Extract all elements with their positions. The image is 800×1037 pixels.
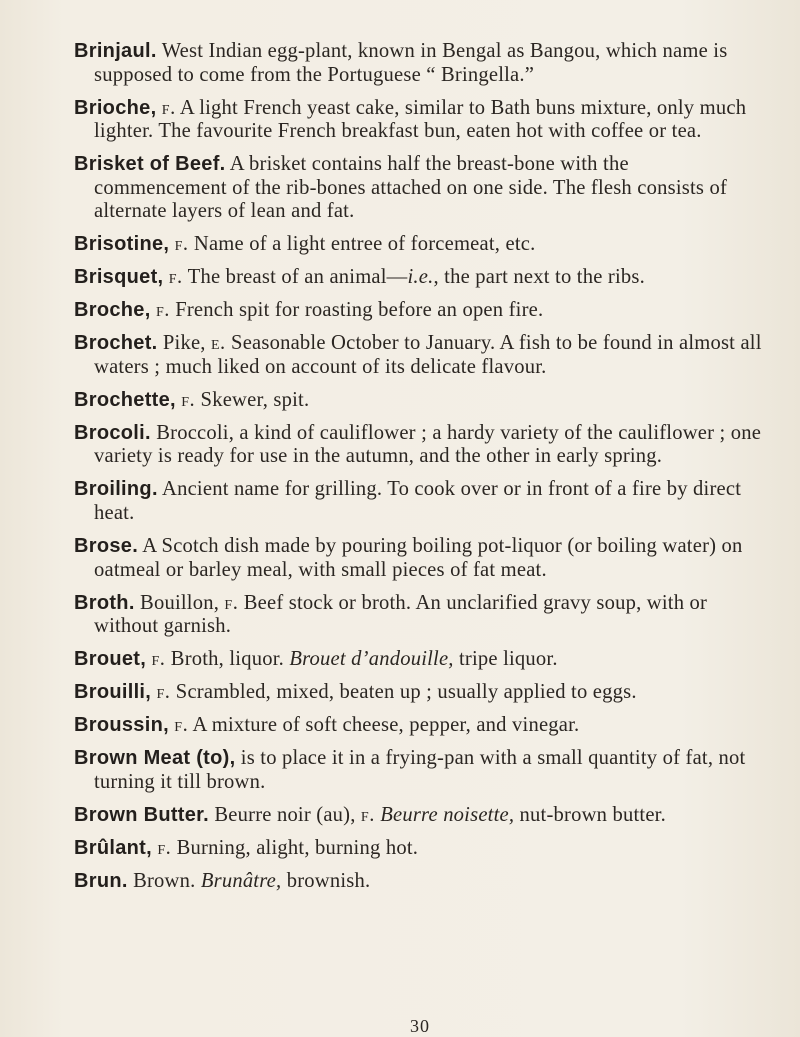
language-abbreviation: f. <box>161 96 176 119</box>
entry-definition: Broccoli, a kind of cauliflower ; a hardy variety of the cauliflower ; one variety is ready for use in the autumn, and the other in early spring. <box>94 421 762 468</box>
glossary-entry <box>74 97 764 144</box>
language-abbreviation: f. <box>360 803 375 826</box>
entry-term: Brun. <box>74 869 128 892</box>
glossary-entries <box>74 40 764 893</box>
glossary-entry <box>74 40 764 87</box>
glossary-entry <box>74 332 764 379</box>
glossary-entry <box>74 747 764 794</box>
glossary-entry <box>74 592 764 639</box>
page-number: 30 <box>410 1016 430 1036</box>
entry-term: Brisotine, <box>74 233 170 256</box>
glossary-entry <box>74 422 764 469</box>
entry-definition: A Scotch dish made by pouring boiling pot-liquor (or boiling water) on oatmeal or barley meal, with small pieces of fat meat. <box>94 535 743 581</box>
entry-definition: Beurre noir (au), <box>209 803 361 826</box>
entry-definition: tripe liquor. <box>453 648 558 671</box>
glossary-entry <box>74 837 764 861</box>
entry-definition: A brisket contains half the breast-bone with the commencement of the rib-bones attached on one side. The flesh consists of alternate layers of lean and fat. <box>94 153 727 223</box>
italic-term: Brouet d’andouille, <box>289 648 454 671</box>
entry-definition: Name of a light entree of forcemeat, etc. <box>188 233 536 256</box>
entry-term: Brisquet, <box>74 266 164 289</box>
entry-term: Brouilli, <box>74 681 152 704</box>
entry-definition: French spit for roasting before an open fire. <box>169 299 544 322</box>
glossary-entry <box>74 870 764 894</box>
entry-term: Brioche, <box>74 96 157 119</box>
entry-definition: Bouillon, <box>134 591 225 614</box>
language-abbreviation: f. <box>156 681 171 704</box>
language-abbreviation: f. <box>174 233 189 256</box>
entry-term: Brinjaul. <box>74 40 157 62</box>
italic-term: Beurre noisette, <box>380 803 515 826</box>
glossary-entry <box>74 266 764 290</box>
language-abbreviation: f. <box>151 648 166 671</box>
entry-definition: Ancient name for grilling. To cook over or in front of a fire by direct heat. <box>94 478 742 525</box>
entry-definition: Brown. <box>127 869 201 892</box>
glossary-entry <box>74 804 764 828</box>
glossary-entry <box>74 153 764 224</box>
entry-definition: A light French yeast cake, similar to Bath buns mixture, only much lighter. The favourite French breakfast bun, eaten hot with coffee or tea. <box>94 96 747 143</box>
entry-definition: nut-brown butter. <box>514 803 666 826</box>
language-abbreviation: f. <box>174 714 189 737</box>
entry-definition: A mixture of soft cheese, pepper, and vinegar. <box>188 714 580 737</box>
entry-definition: Beef stock or broth. An unclarified gravy soup, with or without garnish. <box>94 591 708 638</box>
glossary-entry <box>74 714 764 738</box>
entry-definition: Broth, liquor. <box>165 648 290 671</box>
entry-definition: Skewer, spit. <box>195 388 310 411</box>
entry-term: Brochette, <box>74 388 176 411</box>
entry-definition: , the part next to the ribs. <box>433 266 645 289</box>
glossary-entry <box>74 299 764 323</box>
entry-term: Broche, <box>74 299 151 322</box>
entry-term: Brown Butter. <box>74 803 210 826</box>
entry-definition: is to place it in a frying-pan with a small quantity of fat, not turning it till brown. <box>94 747 746 793</box>
entry-definition: Burning, alight, burning hot. <box>171 836 419 859</box>
language-abbreviation: e. <box>211 332 226 355</box>
entry-term: Broiling. <box>74 478 158 501</box>
entry-term: Brisket of Beef. <box>74 153 226 176</box>
entry-definition: The breast of an animal— <box>182 266 408 289</box>
entry-term: Broth. <box>74 591 135 614</box>
glossary-entry <box>74 478 764 525</box>
language-abbreviation: f. <box>168 266 183 289</box>
language-abbreviation: f. <box>155 299 170 322</box>
language-abbreviation: f. <box>224 591 239 614</box>
entry-term: Brose. <box>74 535 139 557</box>
language-abbreviation: f. <box>181 388 196 411</box>
entry-definition: Seasonable October to January. A fish to be found in almost all waters ; much liked on account of its delicate flavour. <box>94 332 762 378</box>
language-abbreviation: f. <box>157 836 172 859</box>
glossary-entry <box>74 681 764 705</box>
glossary-entry <box>74 233 764 257</box>
entry-term: Brown Meat (to), <box>74 747 236 770</box>
entry-definition: brownish. <box>281 869 371 892</box>
glossary-entry <box>74 535 764 582</box>
entry-term: Broussin, <box>74 714 169 737</box>
entry-term: Brocoli. <box>74 421 151 444</box>
italic-term: i.e. <box>407 266 434 289</box>
glossary-entry <box>74 648 764 672</box>
glossary-entry <box>74 389 764 413</box>
entry-definition: West Indian egg-plant, known in Bengal as Bangou, which name is supposed to come from the Portuguese “ Bringella.” <box>94 40 728 86</box>
entry-definition: Scrambled, mixed, beaten up ; usually applied to eggs. <box>170 681 637 704</box>
entry-term: Brochet. <box>74 332 158 355</box>
entry-term: Brouet, <box>74 648 147 671</box>
entry-definition: Pike, <box>157 332 211 355</box>
entry-term: Brûlant, <box>74 836 152 859</box>
italic-term: Brunâtre, <box>200 869 282 892</box>
